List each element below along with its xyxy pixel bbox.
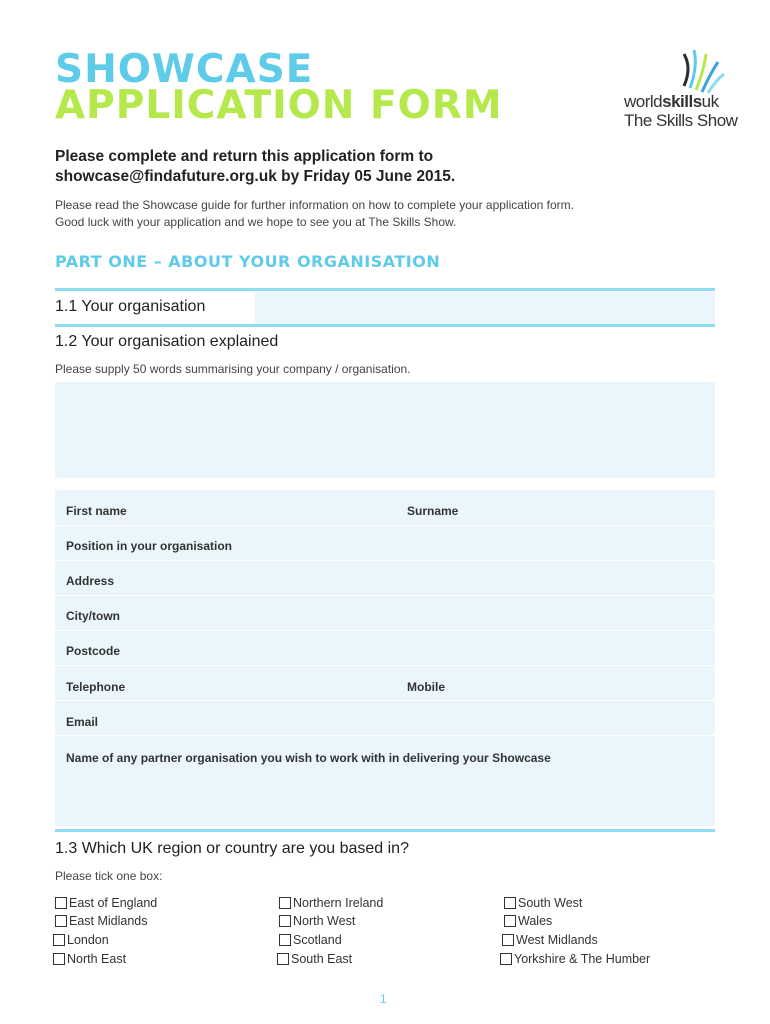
first-name-label[interactable]: First name [66, 504, 127, 518]
region-heading: 1.3 Which UK region or country are you based in? [55, 840, 409, 857]
logo-wordmark: worldskillsuk [624, 92, 719, 111]
region-option-east-of-england[interactable]: East of England [55, 895, 157, 911]
field-divider [55, 665, 715, 666]
worldskills-swirl-icon [676, 48, 726, 94]
checkbox[interactable] [53, 953, 65, 965]
checkbox[interactable] [279, 934, 291, 946]
organisation-explained-hint: Please supply 50 words summarising your company / organisation. [55, 362, 411, 376]
region-hint: Please tick one box: [55, 869, 163, 883]
partner-organisation-label[interactable]: Name of any partner organisation you wish to work with in delivering your Showcase [66, 751, 551, 765]
field-divider [55, 735, 715, 736]
checkbox[interactable] [504, 897, 516, 909]
address-label[interactable]: Address [66, 574, 115, 588]
part-one-heading: PART ONE – ABOUT YOUR ORGANISATION [55, 252, 441, 271]
section-divider [55, 324, 715, 327]
intro-body: Please read the Showcase guide for further information on how to complete your application form. Good luck with your application and we hope to see you at The Skills Show. [55, 198, 574, 229]
checkbox[interactable] [55, 915, 67, 927]
surname-label[interactable]: Surname [407, 504, 459, 518]
section-divider [55, 829, 715, 832]
region-option-south-east[interactable]: South East [277, 951, 352, 967]
email-label[interactable]: Email [66, 715, 99, 729]
field-divider [55, 595, 715, 596]
checkbox[interactable] [502, 934, 514, 946]
organisation-label: 1.1 Your organisation [55, 298, 206, 315]
worldskills-logo [624, 48, 744, 130]
checkbox[interactable] [53, 934, 65, 946]
region-option-london[interactable]: London [53, 932, 109, 948]
region-option-east-midlands[interactable]: East Midlands [55, 913, 148, 929]
form-title [55, 47, 503, 128]
logo-subtitle: The Skills Show [624, 111, 738, 130]
region-option-west-midlands[interactable]: West Midlands [502, 932, 598, 948]
field-divider [55, 630, 715, 631]
region-option-south-west[interactable]: South West [504, 895, 582, 911]
organisation-summary-textarea[interactable] [55, 382, 715, 478]
title-line-application-form: APPLICATION FORM [55, 83, 503, 128]
title-line-showcase: SHOWCASE [55, 47, 314, 92]
telephone-label[interactable]: Telephone [66, 680, 126, 694]
intro-instructions: Please complete and return this application form to showcase@findafuture.org.uk by Friday 05 June 2015. [55, 148, 456, 185]
postcode-label[interactable]: Postcode [66, 644, 121, 658]
region-option-north-west[interactable]: North West [279, 913, 355, 929]
checkbox[interactable] [279, 897, 291, 909]
field-divider [55, 560, 715, 561]
checkbox[interactable] [277, 953, 289, 965]
region-option-wales[interactable]: Wales [504, 913, 552, 929]
mobile-label[interactable]: Mobile [407, 680, 445, 694]
organisation-explained-heading: 1.2 Your organisation explained [55, 333, 279, 350]
checkbox[interactable] [55, 897, 67, 909]
page-number: 1 [380, 992, 387, 1006]
organisation-row [55, 292, 715, 324]
region-option-scotland[interactable]: Scotland [279, 932, 342, 948]
checkbox[interactable] [500, 953, 512, 965]
organisation-input[interactable] [255, 292, 715, 324]
section-divider [55, 288, 715, 291]
checkbox[interactable] [279, 915, 291, 927]
city-label[interactable]: City/town [66, 609, 120, 623]
field-divider [55, 700, 715, 701]
region-option-north-east[interactable]: North East [53, 951, 126, 967]
region-option-northern-ireland[interactable]: Northern Ireland [279, 895, 383, 911]
region-option-yorkshire-humber[interactable]: Yorkshire & The Humber [500, 951, 650, 967]
contact-details-block [55, 490, 715, 826]
field-divider [55, 525, 715, 526]
position-label[interactable]: Position in your organisation [66, 539, 233, 553]
checkbox[interactable] [504, 915, 516, 927]
